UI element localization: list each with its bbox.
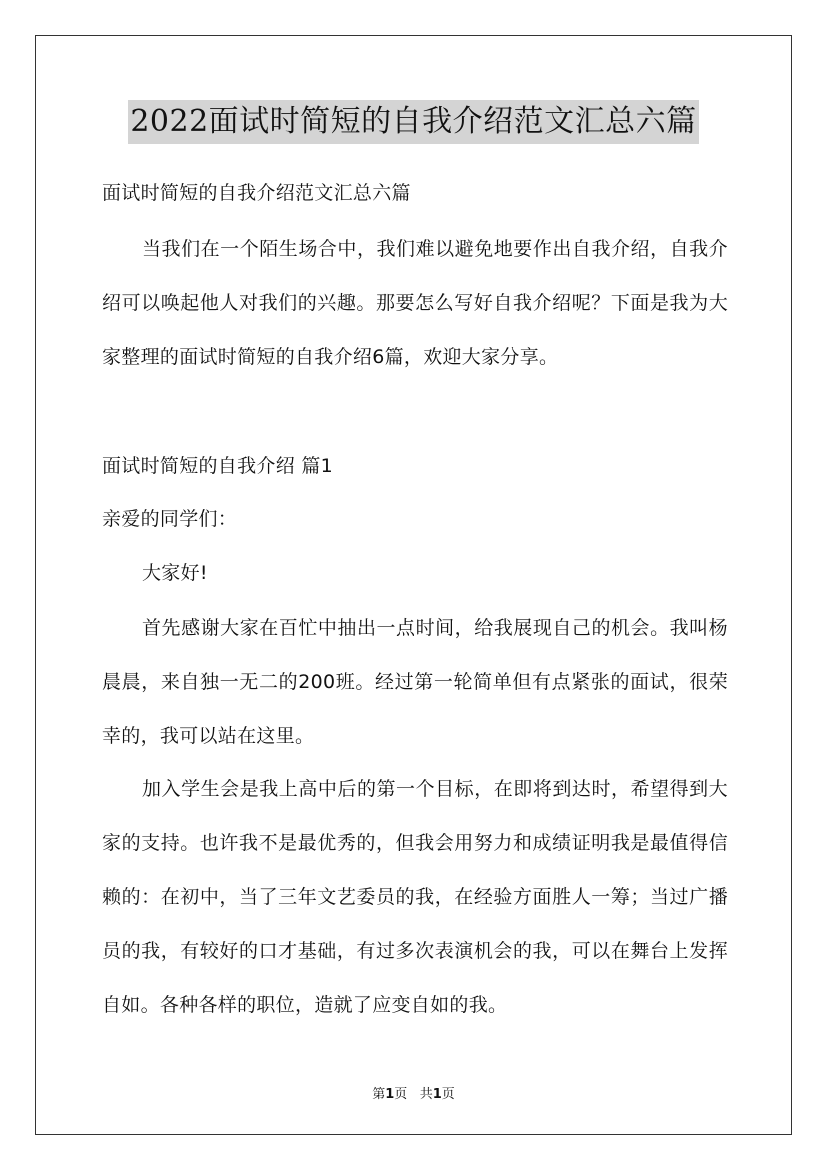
body-paragraph-2: 加入学生会是我上高中后的第一个目标，在即将到达时，希望得到大家的支持。也许我不是最优秀的，但我会用努力和成绩证明我是最值得信赖的：在初中，当了三年文艺委员的我，在经验方面胜人一筹；当过广播员的我，有较好的口才基础，有过多次表演机会的我，可以在舞台上发挥自如。各种各样的职位，造就了应变自如的我。	[102, 778, 728, 1016]
body-paragraph-1: 首先感谢大家在百忙中抽出一点时间，给我展现自己的机会。我叫杨晨晨，来自独一无二的200班。经过第一轮简单但有点紧张的面试，很荣幸的，我可以站在这里。	[102, 617, 728, 747]
footer-page-prefix: 第	[372, 1087, 386, 1102]
greeting: 大家好!	[142, 562, 208, 584]
footer-page-suffix: 页	[394, 1087, 408, 1102]
footer-page-number: 1	[385, 1087, 395, 1102]
intro-paragraph: 当我们在一个陌生场合中，我们难以避免地要作出自我介绍，自我介绍可以唤起他人对我们的兴趣。那要怎么写好自我介绍呢？下面是我为大家整理的面试时简短的自我介绍6篇，欢迎大家分享。	[102, 238, 728, 368]
document-title: 2022面试时简短的自我介绍范文汇总六篇	[128, 100, 698, 144]
section-heading: 面试时简短的自我介绍 篇1	[102, 455, 334, 477]
document-subtitle: 面试时简短的自我介绍范文汇总六篇	[102, 182, 411, 204]
title-container	[0, 100, 827, 144]
footer-total-pages: 1	[432, 1087, 442, 1102]
salutation: 亲爱的同学们：	[102, 508, 238, 530]
footer-total-suffix: 页	[441, 1087, 455, 1102]
page-footer	[0, 1083, 827, 1102]
footer-total-prefix: 共	[419, 1087, 433, 1102]
